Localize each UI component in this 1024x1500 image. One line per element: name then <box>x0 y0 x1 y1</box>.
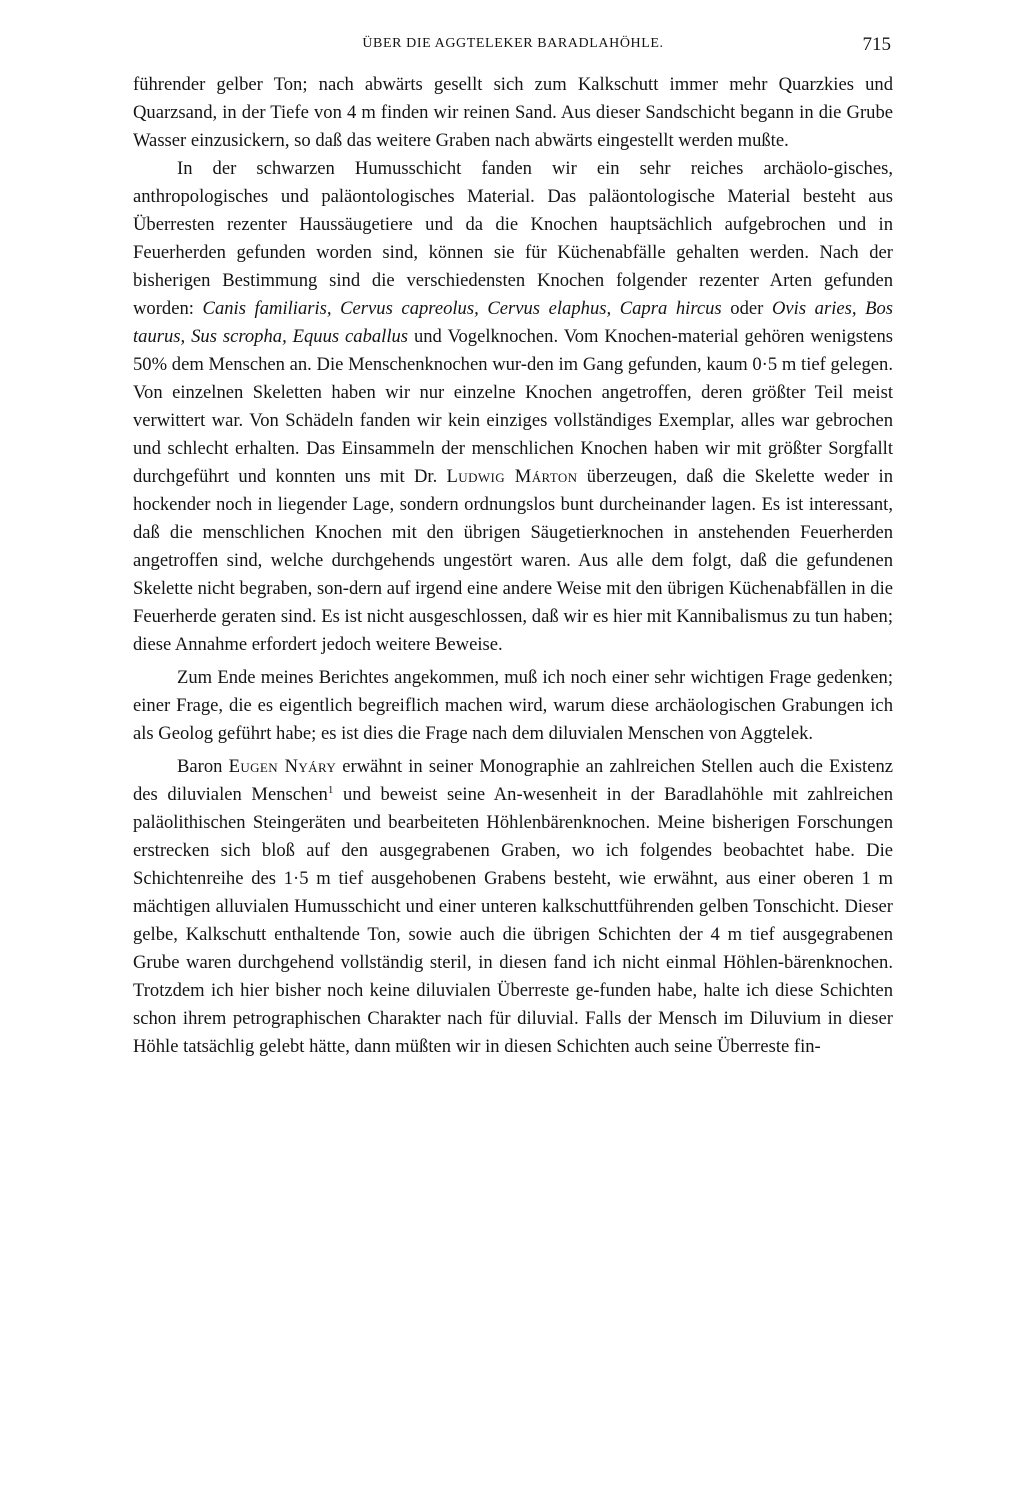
paragraph-4-text-1: Baron <box>177 756 229 777</box>
body-text <box>133 71 893 1061</box>
page-number: 715 <box>862 34 891 55</box>
footnote-marker: 1 <box>327 783 334 796</box>
running-title: ÜBER DIE AGGTELEKER BARADLAHÖHLE. <box>362 36 664 51</box>
paragraph-2-text-2: oder <box>721 298 772 319</box>
paragraph-2-text-3: und Vogelknochen. Vom Knochen-material gehören wenigstens 50% dem Menschen an. Die Menschenknochen wur-den im Gang gefunden, kaum 0·5 m tief gelegen. Von einzelnen Skeletten haben wir nur einzelne Knochen angetroffen, deren größter Teil meist verwittert war. Von Schädeln fanden wir kein einziges vollständiges Exemplar, alles war gebrochen und schlecht erhalten. Das Einsammeln der menschlichen Knochen haben wir mit größter Sorgfallt durchgeführt und konnten uns mit Dr. <box>133 326 893 487</box>
paragraph-4-text-3: und beweist seine An-wesenheit in der Baradlahöhle mit zahlreichen paläolithischen Steingeräten und bearbeiteten Höhlenbärenknochen. Meine bisherigen Forschungen erstrecken sich bloß auf den ausgegrabenen Graben, wo ich folgendes beobachtet habe. Die Schichtenreihe des 1·5 m tief ausgehobenen Grabens besteht, wie erwähnt, aus einer oberen 1 m mächtigen alluvialen Humusschicht und einer unteren kalkschuttführenden gelben Tonschicht. Dieser gelbe, Kalkschutt enthaltende Ton, sowie auch die übrigen Schichten der 4 m tief ausgegrabenen Grube waren durchgehend vollständig steril, in diesen fand ich nicht einmal Höhlen-bärenknochen. Trotzdem ich hier bisher noch keine diluvialen Überreste ge-funden habe, halte ich diese Schichten schon ihrem petrographischen Charakter nach für diluvial. Falls der Mensch im Diluvium in dieser Höhle tatsächlig gelebt hätte, dann müßten wir in diesen Schichten auch seine Überreste fin- <box>133 784 893 1057</box>
paragraph-4-text-2: erwähnt in seiner Monographie an zahlreichen Stellen auch die Existenz des diluvialen Menschen <box>133 756 894 805</box>
species-list-1: Canis familiaris, Cervus capreolus, Cervus elaphus, Capra hircus <box>202 298 722 319</box>
paragraph-1: führender gelber Ton; nach abwärts gesellt sich zum Kalkschutt immer mehr Quarzkies und Quarzsand, in der Tiefe von 4 m finden wir reinen Sand. Aus dieser Sandschicht begann in die Grube Wasser einzusickern, so daß das weitere Graben nach abwärts eingestellt werden mußte. <box>133 74 893 151</box>
paragraph-3: Zum Ende meines Berichtes angekommen, muß ich noch einer sehr wichtigen Frage gedenken; einer Frage, die es eigentlich begreiflich machen wird, warum diese archäologischen Grabungen ich als Geolog geführt habe; es ist dies die Frage nach dem diluvialen Menschen von Aggtelek. <box>133 667 893 744</box>
paragraph-4 <box>133 753 893 1061</box>
paragraph-2-text-1: In der schwarzen Humusschicht fanden wir ein sehr reiches archäolo-gisches, anthropologisches und paläontologisches Material. Das paläontologische Material besteht aus Überresten rezenter Haussäugetiere und da die Knochen hauptsächlich aufgebrochen und in Feuerherden gefunden worden sind, können sie für Küchenabfälle gehalten werden. Nach der bisherigen Bestimmung sind die verschiedensten Knochen folgender rezenter Arten gefunden worden: <box>133 158 893 319</box>
page-header <box>133 36 893 60</box>
paragraph-2 <box>133 155 893 659</box>
document-page <box>133 36 893 1061</box>
person-name-nyary: Eugen Nyáry <box>228 756 337 777</box>
person-name-marton: Ludwig Márton <box>446 466 578 487</box>
paragraph-2-text-4: überzeugen, daß die Skelette weder in hockender noch in liegender Lage, sondern ordnungslos bunt durcheinander lagen. Es ist interessant, daß die menschlichen Knochen mit den übrigen Säugetierknochen in anstehenden Feuerherden angetroffen sind, welche durchgehends ungestört waren. Aus alle dem folgt, daß die gefundenen Skelette nicht begraben, son-dern auf irgend eine andere Weise mit den übrigen Küchenabfällen in die Feuerherde geraten sind. Es ist nicht ausgeschlossen, daß wir es hier mit Kannibalismus zu tun haben; diese Annahme erfordert jedoch weitere Beweise. <box>133 466 893 655</box>
species-list-2: Ovis aries, Bos taurus, Sus scropha, Equus caballus <box>133 298 894 347</box>
